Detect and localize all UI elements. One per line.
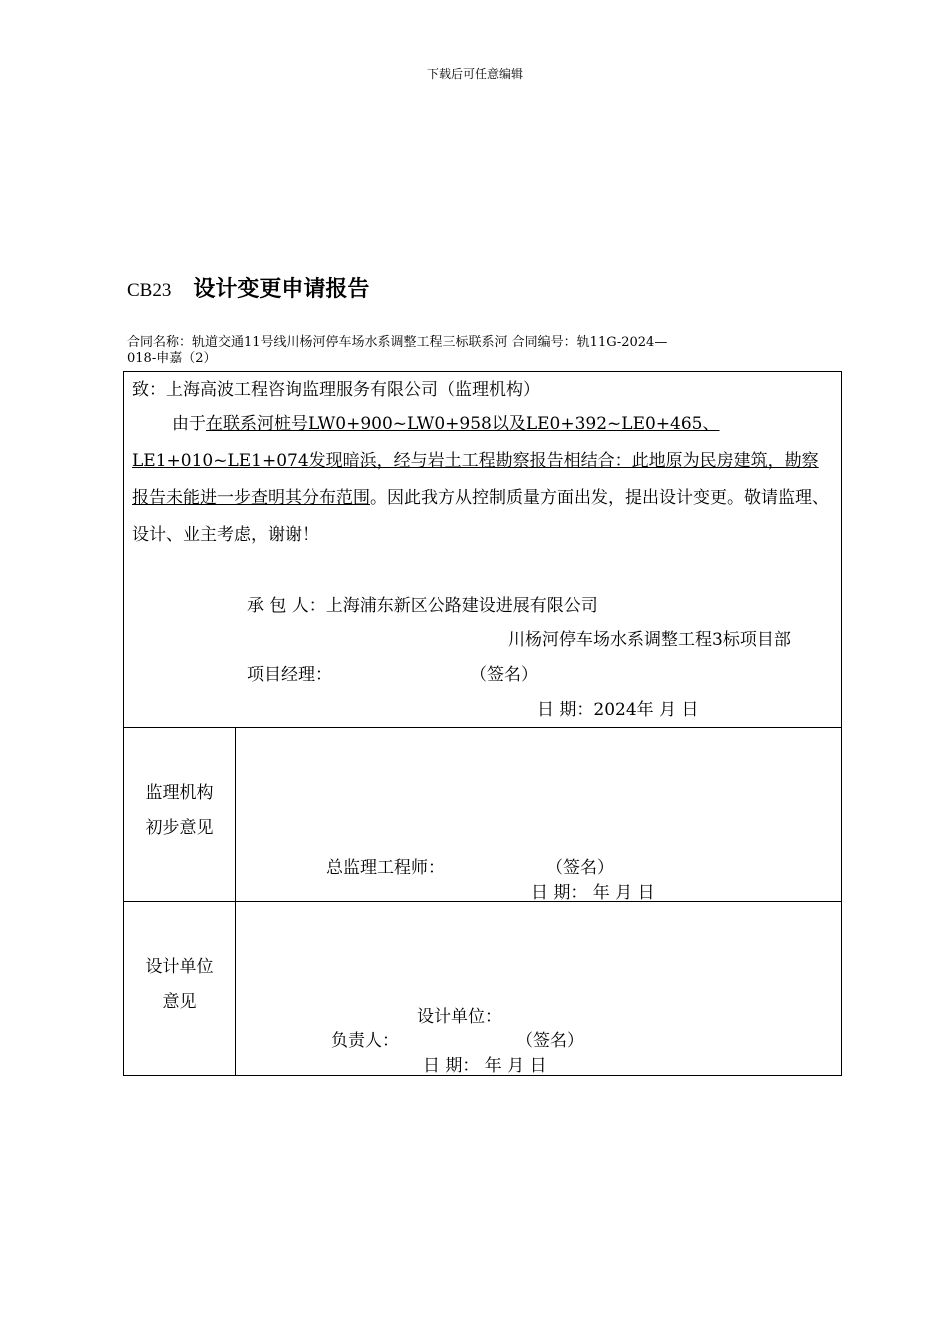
- application-underlined: 在联系河桩号LW0+900~LW0+958以及LE0+392~LE0+465、LE1+010~LE1+074发现暗浜，经与岩土工程勘察报告相结合：此地原为民房建筑，勘察报告未能进一步查明其分布范围: [132, 414, 819, 508]
- contract-line-2: 018-申嘉（2）: [127, 351, 217, 366]
- application-lead: 由于: [172, 414, 206, 434]
- addressee: 致：上海高波工程咨询监理服务有限公司（监理机构）: [132, 380, 540, 400]
- manager-sign: （签名）: [470, 665, 538, 685]
- form-code: CB23: [127, 280, 172, 301]
- supervision-label-cell: [124, 728, 236, 902]
- design-date: 日 期： 年 月 日: [423, 1056, 547, 1076]
- application-date: 日 期：2024年 月 日: [537, 700, 699, 720]
- chief-engineer-label: 总监理工程师：: [326, 858, 445, 878]
- manager-label: 项目经理：: [247, 665, 332, 685]
- header-note: 下载后可任意编辑: [426, 67, 523, 81]
- form-table: [123, 371, 842, 1076]
- application-rest: 。因此我方从控制质量方面出发，提出设计变更。敬请监理、设计、业主考虑，谢谢！: [132, 488, 829, 545]
- supervision-label-2: 初步意见: [145, 818, 214, 838]
- design-responsible-label: 负责人：: [331, 1031, 399, 1051]
- contract-info: [127, 335, 827, 367]
- chief-engineer-sign: （签名）: [546, 858, 614, 878]
- supervision-label-1: 监理机构: [145, 783, 214, 803]
- contractor: 承 包 人：上海浦东新区公路建设进展有限公司: [247, 596, 598, 616]
- design-label-1: 设计单位: [145, 957, 214, 977]
- design-unit-label: 设计单位：: [417, 1007, 502, 1027]
- contract-line-1: 合同名称：轨道交通11号线川杨河停车场水系调整工程三标联系河 合同编号：轨11G-2024—: [127, 335, 668, 350]
- design-label-cell: [124, 902, 236, 1076]
- form-name: 设计变更申请报告: [193, 277, 370, 302]
- application-paragraph: [132, 406, 832, 554]
- design-label-2: 意见: [162, 992, 197, 1012]
- design-sign: （签名）: [516, 1031, 584, 1051]
- supervision-date: 日 期： 年 月 日: [531, 883, 655, 903]
- application-cell: [124, 372, 842, 728]
- design-body-cell: [236, 902, 842, 1076]
- form-title: [127, 272, 369, 303]
- supervision-body-cell: [236, 728, 842, 902]
- project-dept: 川杨河停车场水系调整工程3标项目部: [508, 630, 791, 650]
